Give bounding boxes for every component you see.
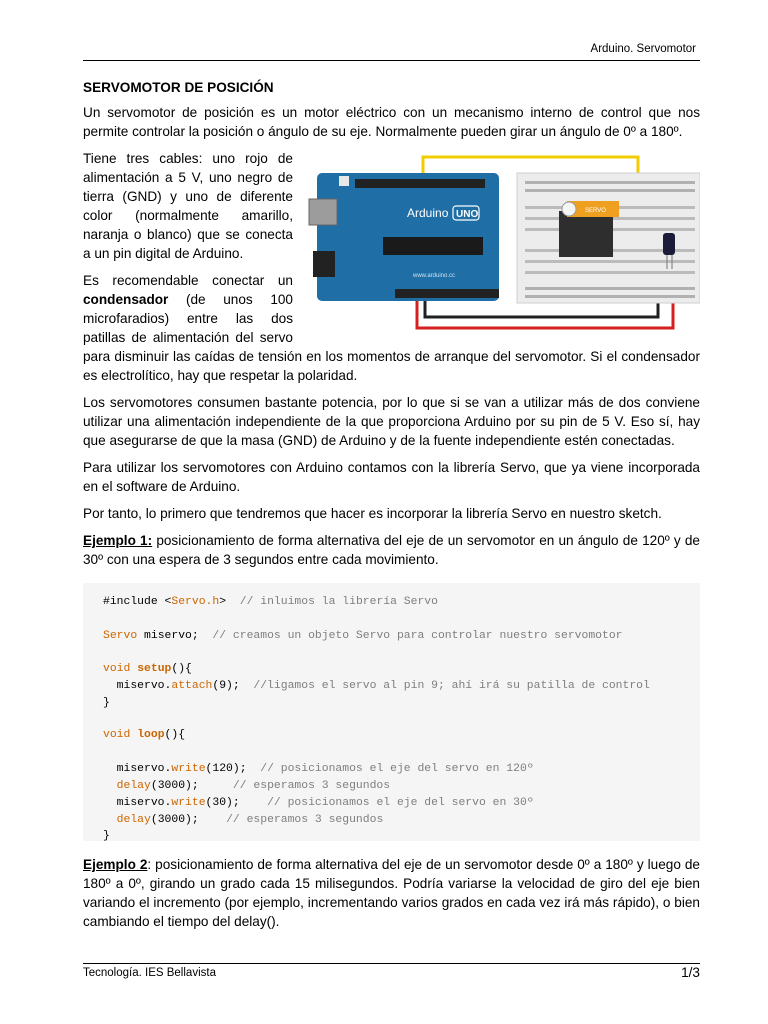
paragraph-example-1: Ejemplo 1: posicionamiento de forma alternativa del eje de un servomotor en un ángulo de 120º y de 30º con una espera de 3 segundos entre cada movimiento.	[83, 533, 700, 567]
paragraph-include: Por tanto, lo primero que tendremos que hacer es incorporar la librería Servo en nuestro sketch.	[83, 506, 662, 521]
code-line: delay(3000); // esperamos 3 segundos	[116, 814, 384, 826]
microcontroller-chip	[383, 237, 483, 255]
servo-label: SERVO	[585, 208, 606, 214]
usb-connector	[309, 199, 337, 225]
code-line: miservo.attach(9); //ligamos el servo al pin 9; ahí irá su patilla de control	[103, 680, 650, 692]
header-rule	[83, 60, 700, 61]
example-1-label: Ejemplo 1:	[83, 533, 153, 548]
section-heading: SERVOMOTOR DE POSICIÓN	[83, 80, 274, 95]
power-jack	[313, 251, 335, 277]
example-2-label: Ejemplo 2	[83, 857, 148, 872]
paragraph-power: Los servomotores consumen bastante potencia, por lo que si se van a utilizar más de dos conviene utilizar una alimentación independiente de la que proporciona Arduino por su pin de 5 V. Eso sí, hay que asegurarse de que la masa (GND) de Arduino y de la fuente independiente estén conectadas.	[83, 395, 700, 448]
arduino-servo-wiring-figure	[303, 151, 700, 336]
digital-header	[355, 179, 485, 188]
paragraph-capacitor: Es recomendable conectar un condensador (de unos 100 microfaradios) entre las dos patillas de alimentación del servo para disminuir las caídas de tensión en los momentos de arranque del servomotor. Si el condensador es electrolítico, hay que respetar la polaridad.	[83, 273, 700, 383]
capacitor	[663, 233, 675, 255]
code-line: }	[103, 697, 110, 709]
servo-body	[559, 211, 613, 257]
capacitor-term: condensador	[83, 292, 169, 307]
paragraph-cables: Tiene tres cables: uno rojo de alimentación a 5 V, uno negro de tierra (GND) y uno de diferente color (normalmente amarillo, naranja o blanco) que se conecta a un pin digital de Arduino.	[83, 151, 293, 261]
running-header: Arduino. Servomotor	[590, 43, 696, 55]
code-line: void setup(){	[103, 663, 192, 675]
code-block-example-1	[83, 583, 700, 841]
code-line: miservo.write(30); // posicionamos el eje del servo en 30º	[103, 797, 534, 809]
footer-school: Tecnología. IES Bellavista	[83, 967, 216, 979]
code-line: Servo miservo; // creamos un objeto Servo para controlar nuestro servomotor	[103, 630, 623, 642]
reset-button	[339, 176, 349, 186]
code-line: delay(3000); // esperamos 3 segundos	[116, 780, 391, 792]
paragraph-intro: Un servomotor de posición es un motor eléctrico con un mecanismo interno de control que nos permite controlar la posición o ángulo de su eje. Normalmente pueden girar un ángulo de 0º a 180º.	[83, 105, 700, 139]
code-line: miservo.write(120); // posicionamos el eje del servo en 120º	[103, 763, 534, 775]
code-line: #include <Servo.h> // inluimos la librería Servo	[103, 596, 438, 608]
board-site: www.arduino.cc	[413, 273, 456, 279]
code-line: }	[103, 830, 110, 842]
analog-header	[395, 289, 499, 298]
board-label: Arduino	[407, 206, 449, 220]
code-line: void loop(){	[103, 729, 186, 741]
page-body	[83, 76, 700, 939]
paragraph-library: Para utilizar los servomotores con Arduino contamos con la librería Servo, que ya viene incorporada en el software de Arduino.	[83, 460, 700, 494]
page-number: 1/3	[681, 965, 700, 980]
paragraph-example-2: Ejemplo 2: posicionamiento de forma alternativa del eje de un servomotor desde 0º a 180º y luego de 180º a 0º, girando un grado cada 15 milisegundos. Podría variarse la velocidad de giro del eje bien variando el incremento (por ejemplo, incrementando varios grados en cada vez irá más rápido), o bien cambiando el tiempo del delay().	[83, 857, 700, 929]
board-model: UNO	[456, 209, 479, 220]
footer-rule	[83, 963, 700, 964]
